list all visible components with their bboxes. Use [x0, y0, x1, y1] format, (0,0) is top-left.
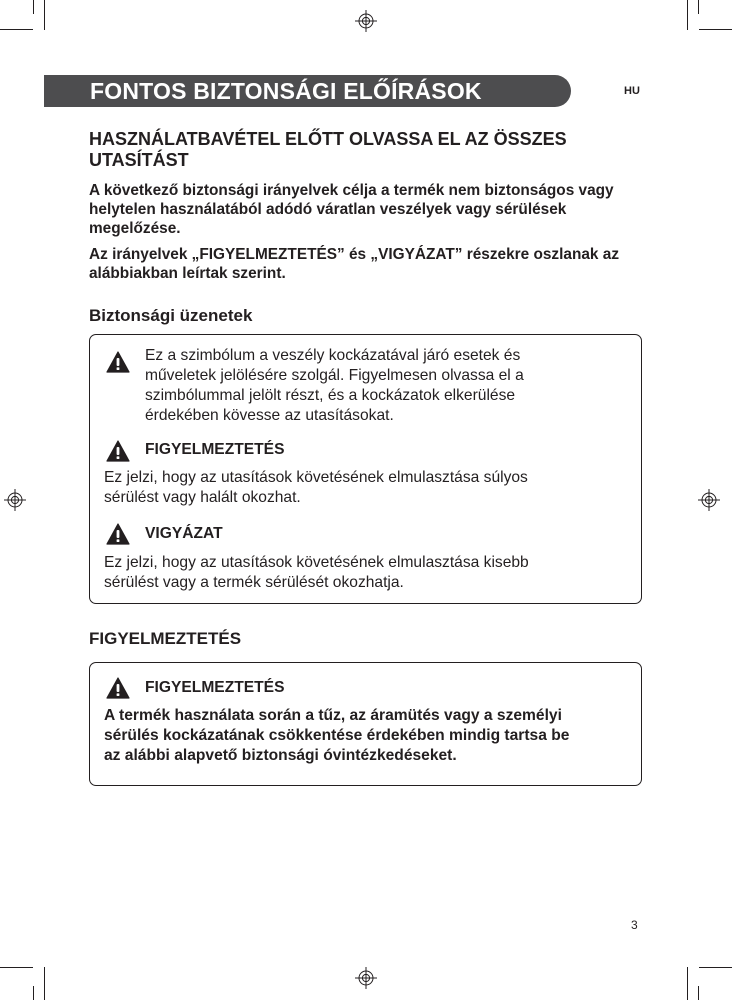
- crop-mark-top-right-vertical-inner: [687, 0, 688, 30]
- caution-label: VIGYÁZAT: [145, 525, 223, 542]
- registration-mark-icon: [355, 10, 377, 32]
- warning-triangle-icon: [106, 440, 130, 462]
- warning-triangle-icon: [106, 677, 130, 699]
- page-title: FONTOS BIZTONSÁGI ELŐÍRÁSOK: [90, 78, 482, 104]
- caution-description-line: sérülést vagy a termék sérülését okozhatja.: [104, 574, 404, 591]
- warning-box: [89, 662, 642, 786]
- registration-mark-icon: [355, 967, 377, 989]
- safety-messages-box: [89, 334, 642, 604]
- warning-box-line: az alábbi alapvető biztonsági óvintézkedéseket.: [104, 747, 457, 764]
- caution-description-line: Ez jelzi, hogy az utasítások követésének elmulasztása kisebb: [104, 554, 529, 571]
- language-code: HU: [624, 85, 640, 97]
- symbol-description-line: műveletek jelölésére szolgál. Figyelmesen olvassa el a: [145, 367, 524, 384]
- page-number: 3: [631, 918, 638, 932]
- warning-section-heading: FIGYELMEZTETÉS: [89, 629, 242, 648]
- crop-mark-bottom-left-vertical-outer: [33, 986, 34, 1000]
- warning-box-label: FIGYELMEZTETÉS: [145, 679, 285, 696]
- warning-description-line: sérülést vagy halált okozhat.: [104, 489, 301, 506]
- crop-mark-bottom-right-vertical-inner: [687, 967, 688, 1000]
- warning-box-line: A termék használata során a tűz, az áramütés vagy a személyi: [104, 707, 562, 724]
- crop-mark-top-left-horizontal: [0, 29, 33, 30]
- registration-mark-icon: [698, 489, 720, 511]
- warning-box-line: sérülés kockázatának csökkentése érdekében mindig tartsa be: [104, 727, 570, 744]
- registration-mark-icon: [4, 489, 26, 511]
- main-heading: HASZNÁLATBAVÉTEL ELŐTT OLVASSA EL AZ ÖSSZES UTASÍTÁST: [89, 129, 567, 170]
- intro-paragraph-2: Az irányelvek „FIGYELMEZTETÉS” és „VIGYÁZAT” részekre oszlanak az alábbiakban leírtak szerint.: [89, 246, 620, 282]
- safety-messages-heading: Biztonsági üzenetek: [89, 306, 253, 325]
- symbol-description-line: Ez a szimbólum a veszély kockázatával járó esetek és: [145, 347, 521, 364]
- crop-mark-bottom-right-vertical-outer: [698, 986, 699, 1000]
- warning-label: FIGYELMEZTETÉS: [145, 441, 285, 458]
- crop-mark-bottom-left-horizontal: [0, 967, 33, 968]
- caution-triangle-icon: [106, 523, 130, 545]
- symbol-description-line: érdekében kövesse az utasításokat.: [145, 407, 394, 424]
- warning-description-line: Ez jelzi, hogy az utasítások követésének elmulasztása súlyos: [104, 469, 528, 486]
- crop-mark-bottom-left-vertical-inner: [44, 967, 45, 1000]
- crop-mark-top-right-vertical-outer: [698, 0, 699, 14]
- header-banner: [44, 75, 571, 107]
- crop-mark-top-right-horizontal: [699, 29, 732, 30]
- symbol-description-line: szimbólummal jelölt részt, és a kockázatok elkerülése: [145, 387, 516, 404]
- crop-mark-top-left-vertical-outer: [33, 0, 34, 14]
- crop-mark-bottom-right-horizontal: [699, 967, 732, 968]
- crop-mark-top-left-vertical-inner: [44, 0, 45, 30]
- intro-paragraph-1: A következő biztonsági irányelvek célja a termék nem biztonságos vagy helytelen használatából adódó váratlan veszélyek vagy sérülések megelőzése.: [89, 182, 614, 237]
- warning-triangle-icon: [106, 351, 130, 373]
